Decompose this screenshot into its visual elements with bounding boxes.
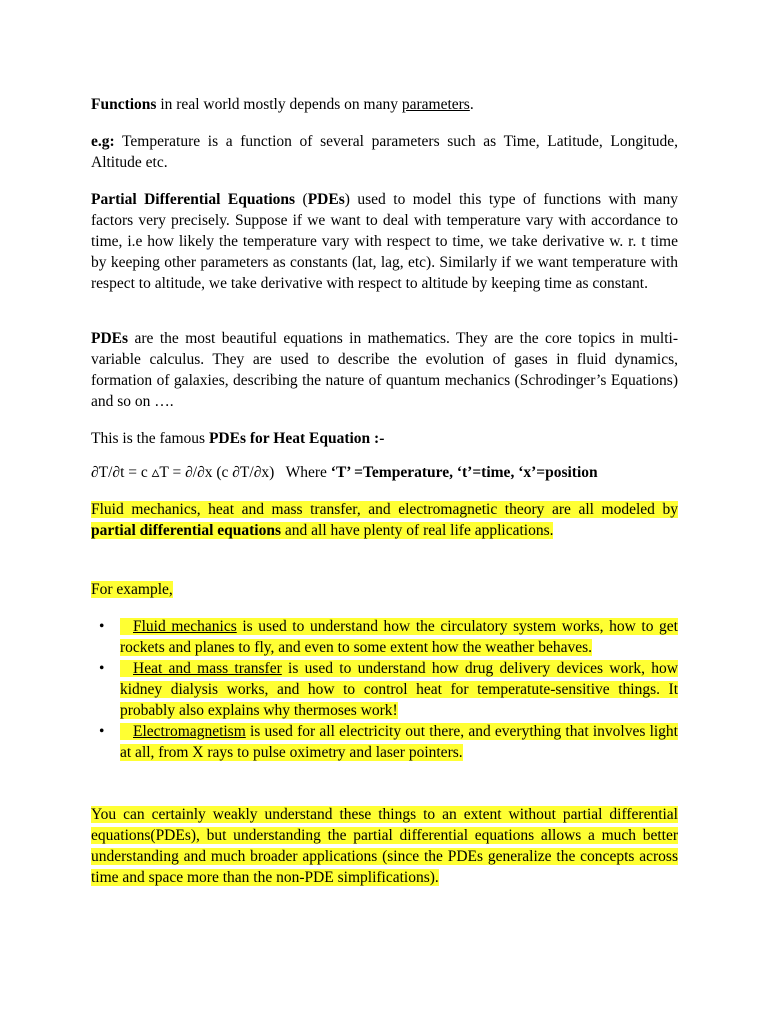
bold-term: PDEs for Heat Equation :- (208, 430, 385, 447)
list-item (91, 658, 678, 721)
heat-equation-intro (91, 428, 678, 449)
bullet-icon: • (99, 660, 105, 677)
heat-equation (91, 462, 678, 483)
text: is used for all electricity out there, and everything that involves light at all, from X rays to pulse oximetry and laser pointers. (120, 723, 678, 761)
example-paragraph (91, 131, 678, 173)
text: This is the famous (91, 430, 209, 447)
bullet-icon: • (99, 618, 105, 635)
text: are the most beautiful equations in mathematics. They are the core topics in multi-variable calculus. They are used to describe the evolution of gases in fluid dynamics, formation of galaxies, describing the nature of quantum mechanics (Schrodinger’s Equations) and so on …. (91, 330, 678, 410)
underlined-term: Fluid mechanics (133, 618, 237, 635)
text: ( (295, 191, 308, 208)
underlined-term: Heat and mass transfer (133, 660, 282, 677)
text: Fluid mechanics, heat and mass transfer, and electromagnetic theory are all modeled by (91, 501, 678, 518)
bold-term: e.g: (91, 133, 115, 150)
text: ) used to model this type of functions with many factors very precisely. Suppose if we want to deal with temperature vary with accordance to time, i.e how likely the temperature vary with respect to time, we take derivative w. r. t time by keeping other parameters as constants (lat, lag, etc). Similarly if we want temperature with respect to altitude, we take derivative with respect to altitude by keeping time as constant. (91, 191, 678, 292)
text: is used to understand how the circulatory system works, how to get rockets and planes to fly, and even to some extent how the weather behaves. (120, 618, 678, 656)
text: For example, (91, 581, 173, 598)
applications-list (91, 616, 678, 763)
list-item (91, 721, 678, 763)
bold-term: Functions (91, 96, 157, 113)
pde-beauty-paragraph (91, 328, 678, 412)
for-example-label (91, 579, 678, 600)
text: . (469, 96, 474, 113)
text: You can certainly weakly understand these things to an extent without partial differential equations(PDEs), but understanding the partial differential equations allows a much better understanding and much broader applications (since the PDEs generalize the concepts across time and space more than the non-PDE simplifications). (91, 806, 678, 886)
equation: ∂T/∂t = c ▵T = ∂/∂x (c ∂T/∂x) Where (91, 464, 331, 481)
applications-paragraph (91, 499, 678, 541)
pde-definition-paragraph (91, 189, 678, 294)
underlined-term: Electromagnetism (133, 723, 246, 740)
bold-term: PDEs (91, 330, 129, 347)
list-item (91, 616, 678, 658)
bold-term: partial differential equations (91, 522, 282, 539)
bold-term: Partial Differential Equations (91, 191, 296, 208)
text: and all have plenty of real life applications. (281, 522, 554, 539)
variable-legend: ‘T’ =Temperature, ‘t’=time, ‘x’=position (330, 464, 598, 481)
text: Temperature is a function of several parameters such as Time, Latitude, Longitude, Altitude etc. (91, 133, 678, 171)
bullet-icon: • (99, 723, 105, 740)
underlined-term: parameters (401, 96, 470, 113)
intro-paragraph (91, 94, 678, 115)
text: is used to understand how drug delivery devices work, how kidney dialysis works, and how to control heat for temperatute-sensitive things. It probably also explains why thermoses work! (120, 660, 678, 719)
bold-term: PDEs (307, 191, 345, 208)
text: in real world mostly depends on many (156, 96, 402, 113)
conclusion-paragraph (91, 804, 678, 888)
